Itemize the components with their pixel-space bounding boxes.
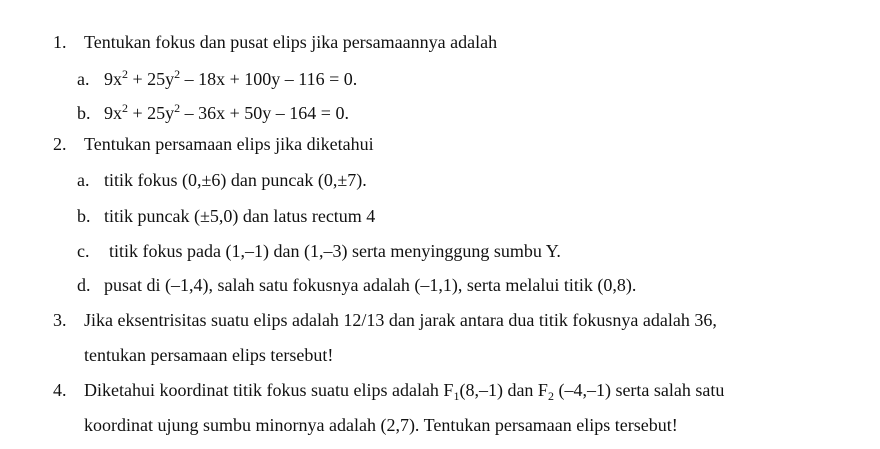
question-text-line-1: Jika eksentrisitas suatu elips adalah 12/13 dan jarak antara dua titik fokusnya adalah 36, [84, 310, 717, 330]
question-text-line-2: koordinat ujung sumbu minornya adalah (2,7). Tentukan persamaan elips tersebut! [84, 415, 678, 435]
equation: $9x^2 + 25y^2 - 36x + 50y - 164 = 0$. [104, 101, 349, 123]
question-2a [77, 169, 367, 191]
item-text: titik fokus pada (1,–1) dan (1,–3) serta menyinggung sumbu Y. [109, 241, 561, 261]
question-text: Tentukan persamaan elips jika diketahui [84, 134, 374, 154]
question-number: 2. [53, 134, 67, 154]
equation: $9x^2 + 25y^2 - 18x + 100y - 116 = 0$. [104, 67, 358, 89]
item-label: c. [77, 241, 90, 261]
item-label: b. [77, 206, 91, 226]
question-3-line-2 [84, 344, 333, 366]
question-2b [77, 205, 375, 227]
item-text: titik puncak (±5,0) dan latus rectum 4 [104, 206, 376, 226]
question-text-line-2: tentukan persamaan elips tersebut! [84, 345, 334, 365]
question-1a [77, 63, 357, 90]
question-2 [53, 133, 374, 155]
item-label: a. [77, 170, 90, 190]
question-number: 1. [53, 32, 67, 52]
item-label: b. [77, 103, 91, 123]
question-2c [77, 240, 561, 262]
question-3 [53, 309, 717, 331]
item-text: titik fokus (0,±6) dan puncak (0,±7). [104, 170, 367, 190]
question-4 [53, 379, 724, 407]
item-label: d. [77, 275, 91, 295]
question-number: 3. [53, 310, 67, 330]
question-1 [53, 31, 497, 53]
question-text-line-1: Diketahui koordinat titik fokus suatu elips adalah $F_1(8,-1)$ dan $F_2$ (–4,–1) serta salah satu [84, 380, 725, 403]
item-label: a. [77, 69, 90, 89]
question-number: 4. [53, 380, 67, 400]
question-2d [77, 274, 636, 296]
item-text: pusat di (–1,4), salah satu fokusnya adalah (–1,1), serta melalui titik (0,8). [104, 275, 637, 295]
question-1b [77, 97, 349, 124]
question-4-line-2 [84, 414, 678, 436]
question-text: Tentukan fokus dan pusat elips jika persamaannya adalah [84, 32, 498, 52]
